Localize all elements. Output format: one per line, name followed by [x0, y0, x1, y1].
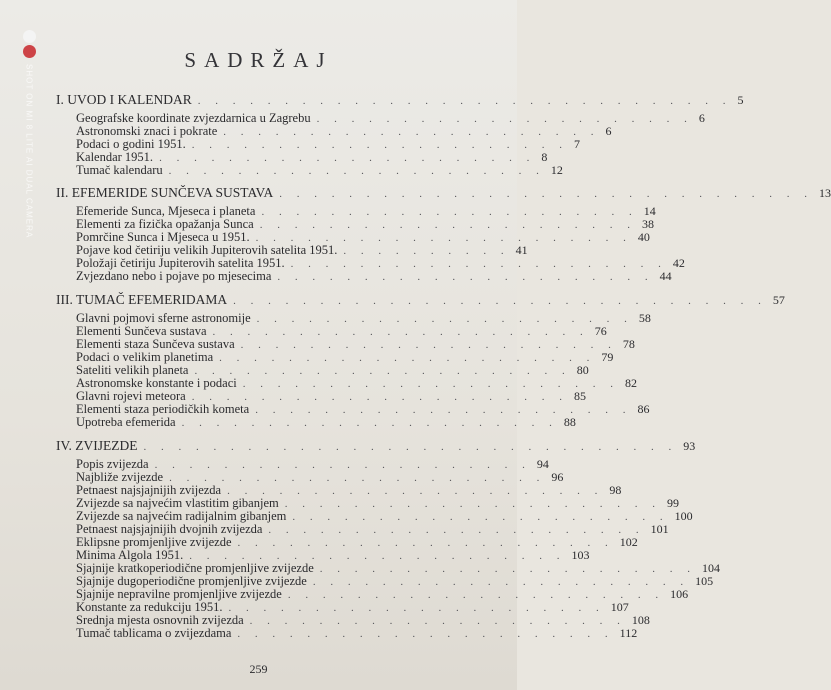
leader-dots: . . . . . . . . . . . . . . . . . . . . . . — [228, 602, 605, 614]
entry-page-number: 100 — [674, 509, 693, 523]
entry-page-number: 44 — [659, 269, 672, 283]
entry-page-number: 7 — [573, 137, 580, 151]
entry-title: Kalendar 1951. — [76, 150, 154, 164]
entry-page-number: 102 — [619, 535, 638, 549]
leader-dots: . . . . . . . . . . . . . . . . . . . . . . — [312, 576, 690, 588]
watermark-logo-icon — [23, 30, 36, 43]
leader-dots: . . . . . . . . . . . . . . . . . . . . . . — [284, 498, 661, 510]
leader-dots: . . . . . . . . . . . . . . . . . . . . . . — [237, 628, 614, 640]
entry-page-number: 94 — [536, 457, 549, 471]
entry-title: Upotreba efemerida — [76, 415, 176, 429]
entry-title: Sateliti velikih planeta — [76, 363, 189, 377]
entry-title: Pomrčine Sunca i Mjeseca u 1951. — [76, 230, 250, 244]
section-title: I. UVOD I KALENDAR — [56, 92, 192, 107]
leader-dots: . . . . . . . . . . . . . . . . . . . . . . . . . . . . . . . — [197, 95, 732, 107]
entry-title: Sjajnije kratkoperiodične promjenljive zvijezde — [76, 561, 314, 575]
entry-page-number: 6 — [698, 111, 705, 125]
section-heading — [56, 185, 831, 201]
section-page-number: 57 — [772, 293, 785, 307]
entry-title: Podaci o godini 1951. — [76, 137, 186, 151]
toc-entry — [76, 163, 563, 178]
leader-dots: . . . . . . . . . . . . . . . . . . . . . . — [223, 126, 600, 138]
leader-dots: . . . . . . . . . . . . . . . . . . . . . . — [237, 537, 614, 549]
leader-dots: . . . . . . . . . . . . . . . . . . . . . . — [169, 472, 546, 484]
toc-entry — [76, 269, 672, 284]
leader-dots: . . . . . . . . . . . . . . . . . . . . . . — [240, 339, 617, 351]
leader-dots: . . . . . . . . . . . . . . . . . . . . . . — [219, 352, 596, 364]
entry-title: Zvijezde sa najvećim vlastitim gibanjem — [76, 496, 279, 510]
entry-page-number: 104 — [702, 561, 721, 575]
leader-dots: . . . . . . . . . . . . . . . . . . . . . . — [181, 417, 558, 429]
entry-page-number: 101 — [650, 522, 669, 536]
entry-title: Elementi Sunčeva sustava — [76, 324, 207, 338]
entry-page-number: 96 — [551, 470, 564, 484]
entry-title: Elementi za fizička opažanja Sunca — [76, 217, 254, 231]
entry-title: Geografske koordinate zvjezdarnica u Zagrebu — [76, 111, 311, 125]
entry-page-number: 78 — [622, 337, 635, 351]
leader-dots: . . . . . . . . . . . . . . . . . . . . . . — [242, 378, 619, 390]
entry-page-number: 12 — [550, 163, 563, 177]
entry-title: Popis zvijezda — [76, 457, 149, 471]
entry-page-number: 41 — [515, 243, 528, 257]
leader-dots: . . . . . . . . . . . . . . . . . . . . . . — [256, 313, 633, 325]
entry-page-number: 105 — [695, 574, 714, 588]
entry-title: Efemeride Sunca, Mjeseca i planeta — [76, 204, 256, 218]
leader-dots: . . . . . . . . . . . . . . . . . . . . . . — [290, 258, 667, 270]
section-title: IV. ZVIJEZDE — [56, 438, 138, 453]
entry-title: Minima Algola 1951. — [76, 548, 184, 562]
leader-dots: . . . . . . . . . . . . . . . . . . . . . . — [277, 271, 654, 283]
leader-dots: . . . . . . . . . . . . . . . . . . . . . . — [191, 391, 568, 403]
entry-title: Sjajnije dugoperiodične promjenljive zvijezde — [76, 574, 307, 588]
entry-page-number: 107 — [610, 600, 629, 614]
entry-title: Zvjezdano nebo i pojave po mjesecima — [76, 269, 272, 283]
page-folio-number: 259 — [249, 662, 268, 676]
entry-title: Najbliže zvijezde — [76, 470, 164, 484]
entry-title: Astronomske konstante i podaci — [76, 376, 237, 390]
toc-entry — [76, 626, 638, 641]
leader-dots: . . . . . . . . . . . . . . . . . . . . . . . . . . . . . . . — [279, 188, 813, 200]
leader-dots: . . . . . . . . . . . . . . . . . . . . . . — [319, 563, 697, 575]
section-heading — [56, 92, 744, 108]
entry-title: Zvijezde sa najvećim radijalnim gibanjem — [76, 509, 287, 523]
entry-page-number: 88 — [563, 415, 576, 429]
leader-dots: . . . . . . . . . . . . . . . . . . . . . . — [255, 404, 632, 416]
entry-page-number: 40 — [637, 230, 650, 244]
leader-dots: . . . . . . . . . . . . . . . . . . . . . . — [255, 232, 632, 244]
leader-dots: . . . . . . . . . . — [343, 245, 510, 257]
entry-title: Astronomski znaci i pokrate — [76, 124, 218, 138]
entry-page-number: 82 — [625, 376, 637, 390]
leader-dots: . . . . . . . . . . . . . . . . . . . . . . — [287, 589, 665, 601]
entry-title: Podaci o velikim planetima — [76, 350, 214, 364]
entry-page-number: 112 — [619, 626, 638, 640]
section-heading — [56, 292, 785, 308]
entry-title: Glavni pojmovi sferne astronomije — [76, 311, 251, 325]
entry-page-number: 103 — [571, 548, 590, 562]
entry-page-number: 85 — [573, 389, 586, 403]
entry-title: Pojave kod četiriju velikih Jupiterovih satelita 1951. — [76, 243, 338, 257]
entry-page-number: 14 — [643, 204, 656, 218]
leader-dots: . . . . . . . . . . . . . . . . . . . . . . — [159, 152, 536, 164]
entry-page-number: 106 — [670, 587, 689, 601]
leader-dots: . . . . . . . . . . . . . . . . . . . . . . . . . . . . . . . — [233, 295, 767, 307]
leader-dots: . . . . . . . . . . . . . . . . . . . . . . — [261, 206, 638, 218]
leader-dots: . . . . . . . . . . . . . . . . . . . . . . — [268, 524, 645, 536]
entry-page-number: 6 — [605, 124, 612, 138]
section-page-number: 93 — [683, 439, 696, 453]
leader-dots: . . . . . . . . . . . . . . . . . . . . . . — [249, 615, 626, 627]
watermark-text: SHOT ON MI 8 LITE AI DUAL CAMERA — [24, 64, 34, 239]
entry-title: Eklipsne promjenljive zvijezde — [76, 535, 232, 549]
entry-title: Tumač kalendaru — [76, 163, 163, 177]
entry-page-number: 58 — [638, 311, 651, 325]
leader-dots: . . . . . . . . . . . . . . . . . . . . . . — [168, 165, 545, 177]
section-heading — [56, 438, 696, 454]
entry-title: Položaji četiriju Jupiterovih satelita 1951. — [76, 256, 285, 270]
entry-page-number: 80 — [576, 363, 589, 377]
section-page-number: 13 — [818, 186, 831, 200]
entry-page-number: 38 — [641, 217, 654, 231]
leader-dots: . . . . . . . . . . . . . . . . . . . . . . — [292, 511, 669, 523]
leader-dots: . . . . . . . . . . . . . . . . . . . . . . — [316, 113, 693, 125]
entry-page-number: 98 — [609, 483, 622, 497]
entry-title: Srednja mjesta osnovnih zvijezda — [76, 613, 244, 627]
page-title: SADRŽAJ — [184, 48, 333, 72]
leader-dots: . . . . . . . . . . . . . . . . . . . . . . — [154, 459, 531, 471]
leader-dots: . . . . . . . . . . . . . . . . . . . . . . — [212, 326, 589, 338]
entry-title: Glavni rojevi meteora — [76, 389, 186, 403]
section-title: II. EFEMERIDE SUNČEVA SUSTAVA — [56, 185, 274, 200]
entry-title: Elementi staza periodičkih kometa — [76, 402, 250, 416]
entry-title: Konstante za redukciju 1951. — [76, 600, 223, 614]
entry-title: Petnaest najsjajnijih zvijezda — [76, 483, 222, 497]
entry-title: Sjajnije nepravilne promjenljive zvijezde — [76, 587, 282, 601]
entry-title: Elementi staza Sunčeva sustava — [76, 337, 235, 351]
section-page-number: 5 — [737, 93, 744, 107]
entry-page-number: 76 — [594, 324, 607, 338]
entry-page-number: 99 — [666, 496, 679, 510]
leader-dots: . . . . . . . . . . . . . . . . . . . . . . . . . . . . . . . — [143, 441, 678, 453]
leader-dots: . . . . . . . . . . . . . . . . . . . . . . — [259, 219, 636, 231]
entry-title: Petnaest najsjajnijih dvojnih zvijezda — [76, 522, 263, 536]
entry-page-number: 79 — [601, 350, 614, 364]
leader-dots: . . . . . . . . . . . . . . . . . . . . . . — [227, 485, 604, 497]
leader-dots: . . . . . . . . . . . . . . . . . . . . . . — [191, 139, 568, 151]
entry-page-number: 8 — [541, 150, 548, 164]
leader-dots: . . . . . . . . . . . . . . . . . . . . . . — [189, 550, 566, 562]
entry-page-number: 86 — [637, 402, 650, 416]
leader-dots: . . . . . . . . . . . . . . . . . . . . . . — [194, 365, 571, 377]
entry-page-number: 108 — [631, 613, 650, 627]
toc-entry — [76, 415, 576, 430]
entry-title: Tumač tablicama o zvijezdama — [76, 626, 232, 640]
section-title: III. TUMAČ EFEMERIDAMA — [56, 292, 228, 307]
entry-page-number: 42 — [672, 256, 685, 270]
